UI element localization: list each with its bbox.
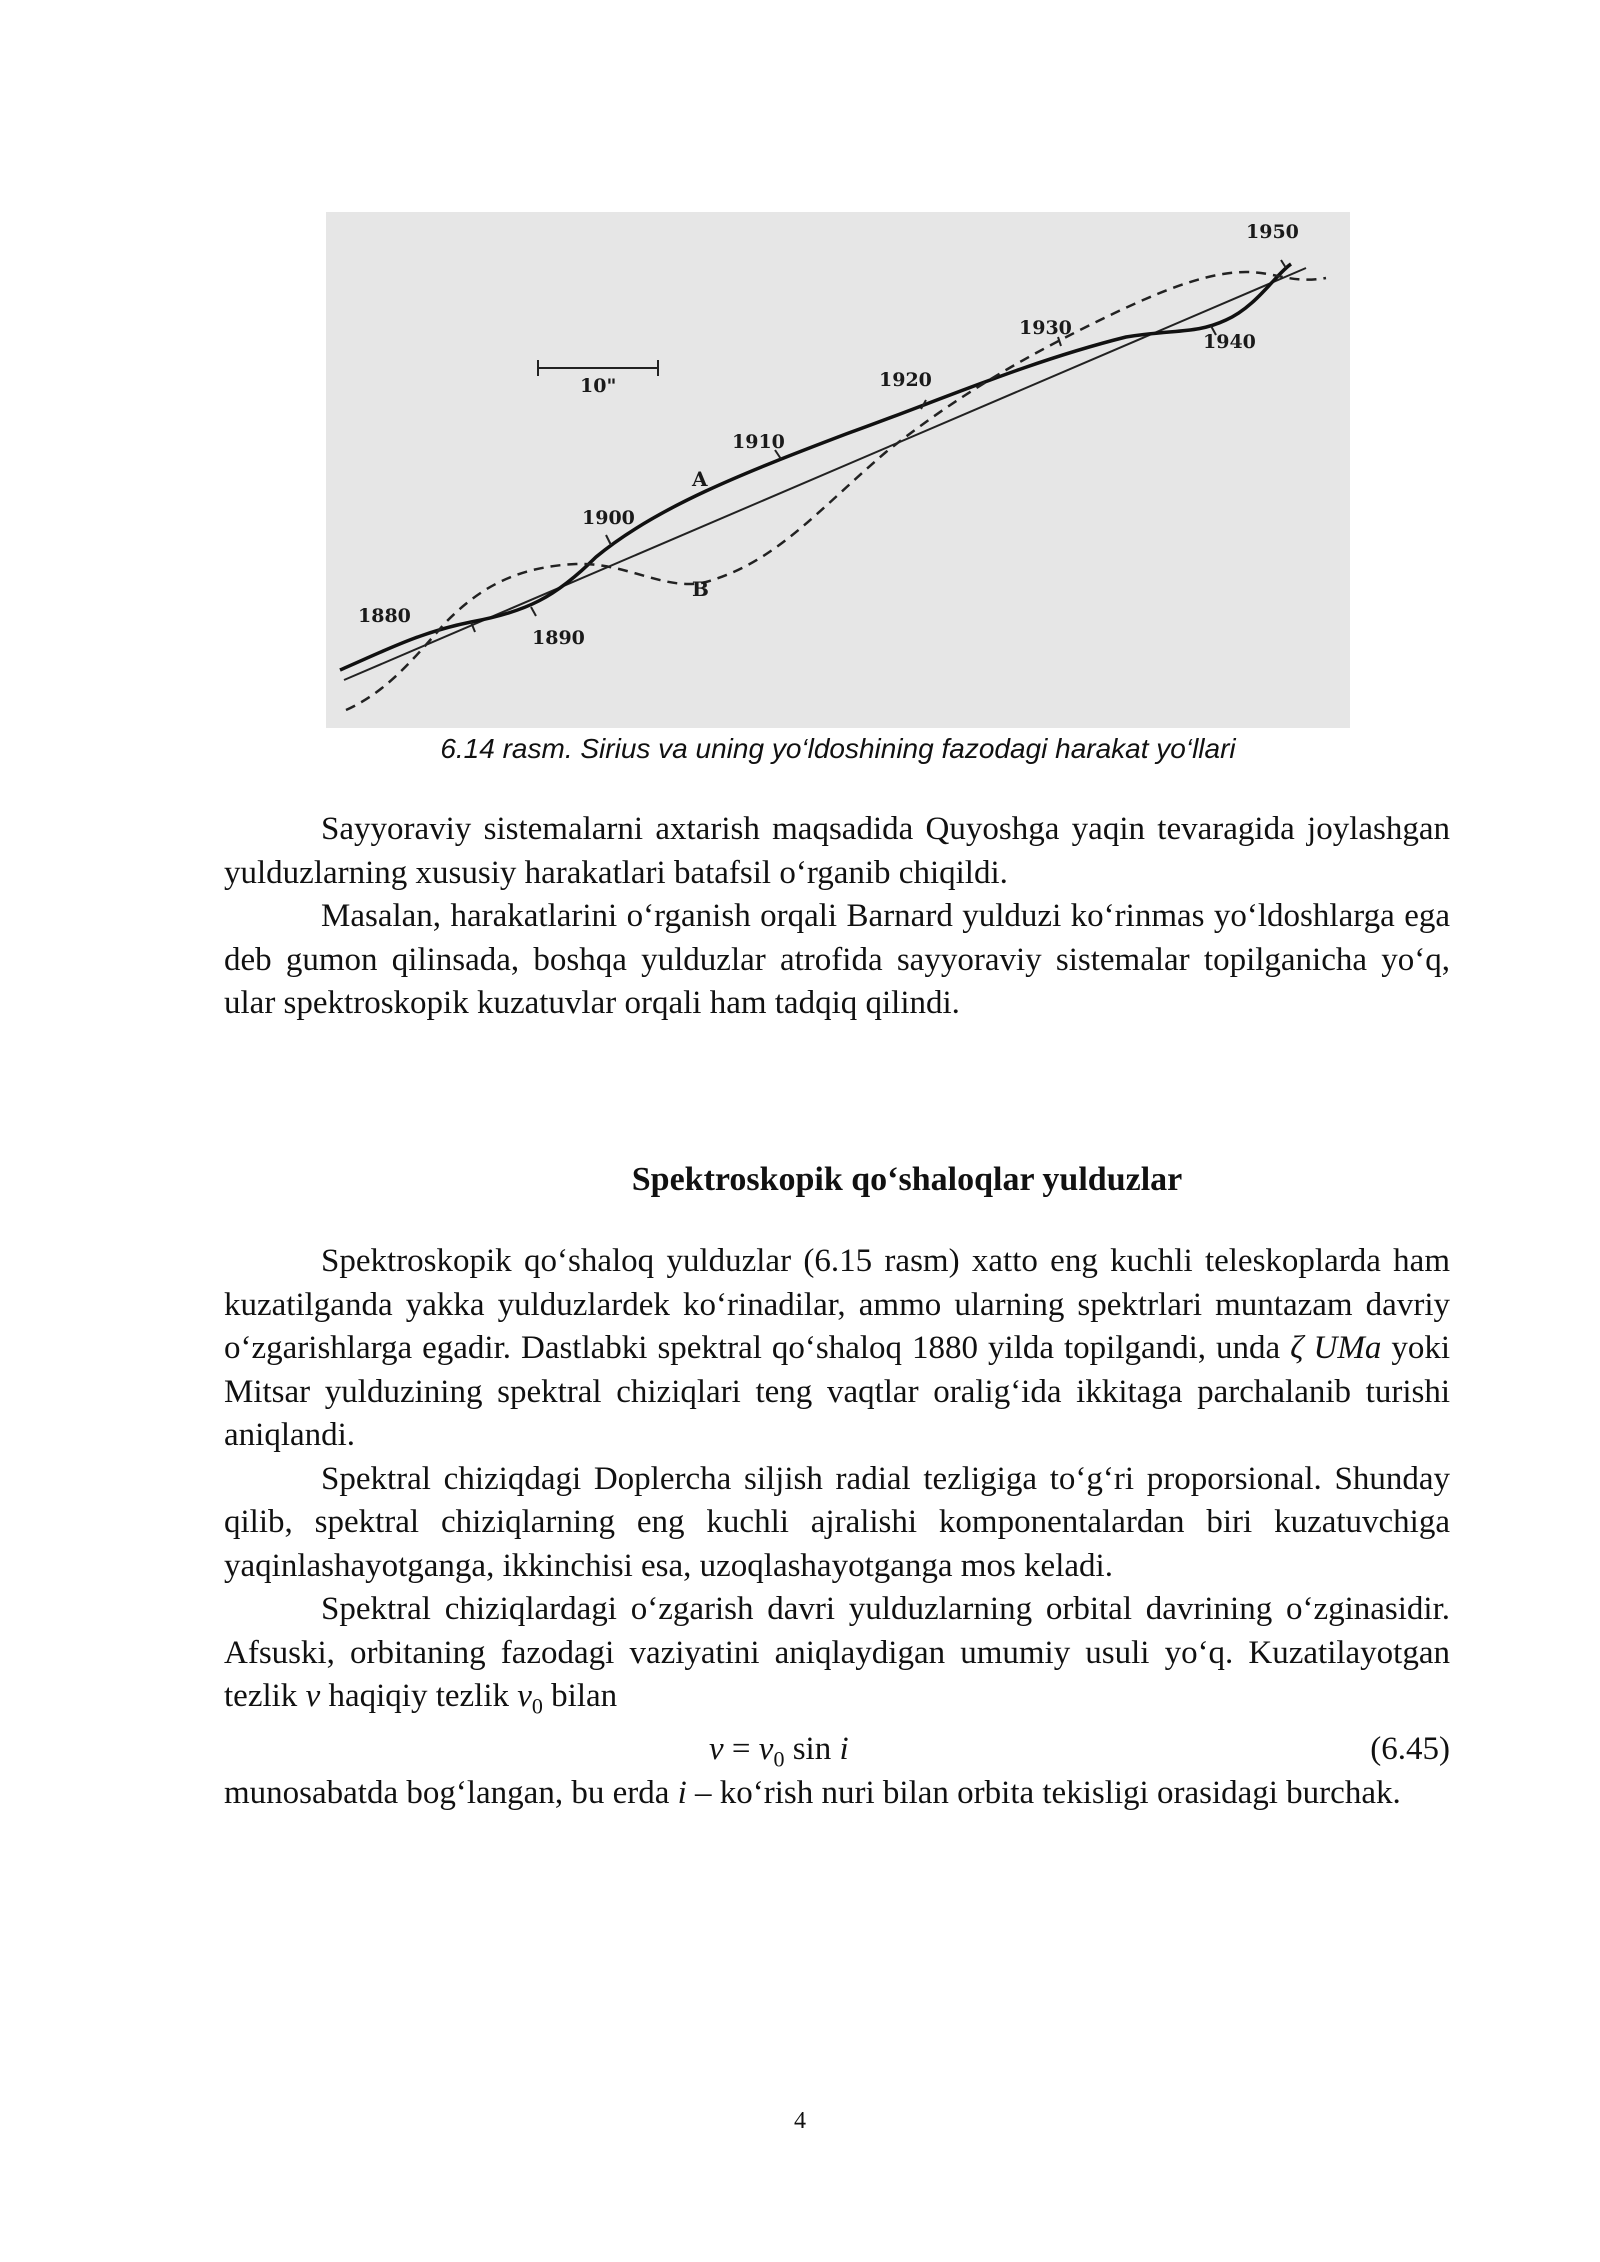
year-1890: 1890 bbox=[532, 627, 585, 649]
year-1900: 1900 bbox=[582, 507, 635, 529]
curve-b-companion bbox=[346, 272, 1326, 710]
year-1950: 1950 bbox=[1246, 221, 1299, 243]
year-1930: 1930 bbox=[1019, 317, 1072, 339]
year-1920: 1920 bbox=[879, 369, 932, 391]
scale-bar bbox=[538, 360, 658, 376]
figure-caption: 6.14 rasm. Sirius va uning yo‘ldoshining fazodagi harakat yo‘llari bbox=[440, 733, 1236, 764]
paragraph: Spektral chiziqdagi Doplercha siljish radial tezligiga to‘g‘ri proporsional. Shunday qilib, spektral chiziqlarning eng kuchli ajralishi komponentalardan biri kuzatuvchiga yaqinlashayotganga, ikkinchisi esa, uzoqlashayotganga mos keladi. bbox=[224, 1460, 1450, 1584]
section-heading: Spektroskopik qo‘shaloqlar yulduzlar bbox=[631, 1161, 1183, 1198]
orbit-diagram bbox=[326, 212, 1350, 728]
year-1940: 1940 bbox=[1203, 331, 1256, 353]
sirius-orbit-figure bbox=[326, 212, 1350, 728]
paragraph: Spektral chiziqlardagi o‘zgarish davri yulduzlarning orbital davrining o‘zginasidir. Afsuski, orbitaning fazodagi vaziyatini aniqlaydigan umumiy usuli yo‘q. Kuzatilayotgan tezlik v haqiqiy tezlik $v_0$ bilan bbox=[224, 1591, 1450, 1719]
paragraph: Spektroskopik qo‘shaloq yulduzlar (6.15 rasm) xatto eng kuchli teleskoplarda ham kuzatilganda yakka yulduzlardek ko‘rinadilar, ammo ularning spektrlari muntazam davriy o‘zgarishlarga egadir. Dastlabki spektral qo‘shaloq 1880 yilda topilgandi, unda ζ UMa yoki Mitsar yulduzining spektral chiziqlari teng vaqtlar oralig‘ida ikkitaga parchalanib turishi aniqlandi. bbox=[224, 1243, 1450, 1453]
star-name: ζ UMa bbox=[1290, 1330, 1382, 1366]
paragraph: munosabatda bog‘langan, bu erda i – ko‘rish nuri bilan orbita tekisligi orasidagi burchak. bbox=[224, 1774, 1401, 1811]
year-1880: 1880 bbox=[358, 605, 411, 627]
curve-a-label: A bbox=[692, 467, 708, 491]
equation-6-45 bbox=[224, 1728, 1450, 1772]
paragraph: Masalan, harakatlarini o‘rganish orqali Barnard yulduzi ko‘rinmas yo‘ldoshlarga ega deb gumon qilinsada, boshqa yulduzlar atrofida sayyoraviy sistemalar topilganicha yo‘q, ular spektroskopik kuzatuvlar orqali ham tadqiq qilindi. bbox=[224, 898, 1450, 1021]
curve-a-sirius bbox=[340, 264, 1291, 670]
equation-formula: $v = v_0$ sin i bbox=[709, 1731, 849, 1772]
scale-label: 10" bbox=[580, 375, 617, 397]
page-number: 4 bbox=[794, 2108, 806, 2134]
equation-number: (6.45) bbox=[1370, 1731, 1450, 1768]
year-ticks bbox=[471, 260, 1286, 632]
year-1910: 1910 bbox=[732, 431, 785, 453]
paragraph: Sayyoraviy sistemalarni axtarish maqsadida Quyoshga yaqin tevaragida joylashgan yulduzlarning xususiy harakatlari batafsil o‘rganib chiqildi. bbox=[224, 811, 1450, 891]
section-2-text bbox=[224, 1240, 1450, 1815]
curve-b-label: B bbox=[692, 577, 709, 601]
section-1-text bbox=[224, 808, 1450, 1026]
